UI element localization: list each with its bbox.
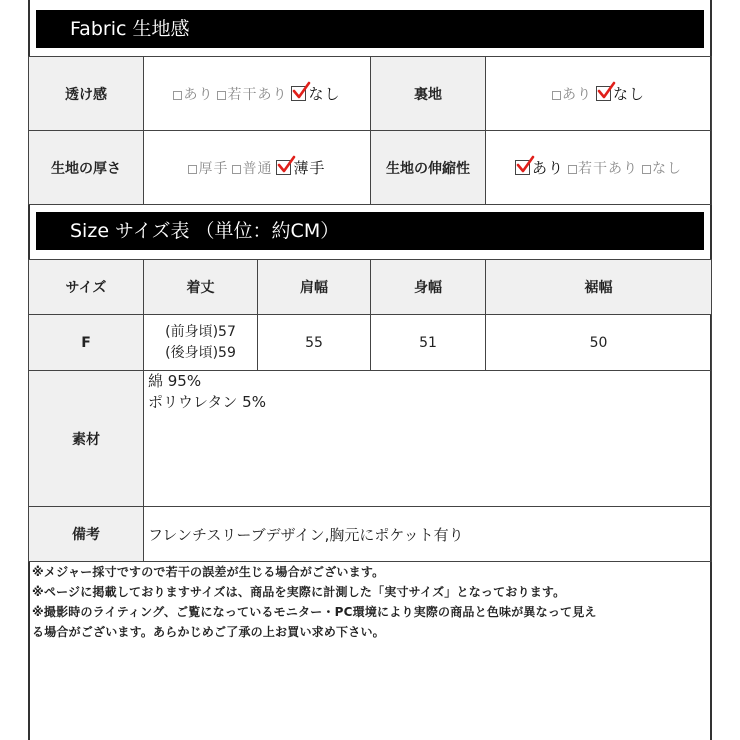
option-label: なし xyxy=(612,85,645,103)
option-label: なし xyxy=(308,85,341,103)
note-line: ※メジャー採寸ですので若干の誤差が生じる場合がございます。 xyxy=(32,565,385,579)
note-line: ※撮影時のライティング、ご覧になっているモニター・PC環境により実際の商品と色味が異なって見え xyxy=(32,605,597,619)
empty-checkbox-icon xyxy=(568,165,577,174)
note-line: ※ページに掲載しておりますサイズは、商品を実際に計測した「実寸サイズ」となっております。 xyxy=(32,585,566,599)
length-back-value: (後身頃)59 xyxy=(165,344,236,361)
sheer-label: 透け感 xyxy=(65,86,107,103)
option-label: あり xyxy=(531,159,564,177)
material-value-cell xyxy=(143,370,712,507)
sheer-label-cell xyxy=(28,56,144,131)
size-value-cell xyxy=(28,314,144,371)
size-value: F xyxy=(81,334,91,351)
material-line-2: ポリウレタン 5% xyxy=(148,393,266,411)
stretch-label-cell xyxy=(370,130,486,205)
body-value: 51 xyxy=(419,334,437,351)
hem-value-cell xyxy=(485,314,712,371)
body-col-header-text: 身幅 xyxy=(414,280,442,296)
thickness-option-0 xyxy=(188,158,228,178)
thickness-option-2 xyxy=(276,157,325,178)
thickness-label-cell xyxy=(28,130,144,205)
option-label: あり xyxy=(561,86,592,103)
option-label: 普通 xyxy=(242,160,273,177)
remarks-value-cell xyxy=(143,506,712,562)
remarks-label: 備考 xyxy=(72,527,100,543)
empty-checkbox-icon xyxy=(173,91,182,100)
sheer-option-0 xyxy=(173,84,213,104)
shoulder-value: 55 xyxy=(305,334,323,351)
remarks-label-cell xyxy=(28,506,144,562)
material-line-1: 綿 95% xyxy=(148,372,202,390)
option-label: 若干あり xyxy=(578,160,638,177)
sheer-options xyxy=(143,56,371,131)
size-section-title: Size サイズ表 （単位：約CM） xyxy=(70,220,340,242)
fabric-section-header xyxy=(36,10,704,48)
thickness-label: 生地の厚さ xyxy=(51,160,121,177)
length-col-header-text: 着丈 xyxy=(186,280,215,296)
hem-col-header-text: 裾幅 xyxy=(584,280,613,296)
body-value-cell xyxy=(370,314,486,371)
material-label-cell xyxy=(28,370,144,507)
checked-checkbox-icon xyxy=(291,86,306,101)
size-col-header-text: サイズ xyxy=(65,280,107,296)
lining-options xyxy=(485,56,712,131)
thickness-options xyxy=(143,130,371,205)
sheer-option-1 xyxy=(217,84,287,104)
length-value-cell xyxy=(143,314,258,371)
shoulder-col-header-text: 肩幅 xyxy=(300,280,328,296)
lining-label: 裏地 xyxy=(414,86,442,103)
option-label: 厚手 xyxy=(198,160,229,177)
sheer-option-2 xyxy=(291,83,340,104)
material-label: 素材 xyxy=(72,431,100,448)
lining-option-1 xyxy=(596,83,645,104)
lining-label-cell xyxy=(370,56,486,131)
stretch-option-0 xyxy=(515,157,564,178)
empty-checkbox-icon xyxy=(217,91,226,100)
size-section-header xyxy=(36,212,704,250)
hem-value: 50 xyxy=(589,334,608,351)
empty-checkbox-icon xyxy=(552,91,561,100)
stretch-label: 生地の伸縮性 xyxy=(386,160,470,177)
length-col-header xyxy=(143,259,258,315)
option-label: 薄手 xyxy=(293,159,326,177)
note-line: る場合がございます。あらかじめご了承の上お買い求め下さい。 xyxy=(32,625,385,639)
notes-block xyxy=(32,562,708,642)
size-col-header xyxy=(28,259,144,315)
body-col-header xyxy=(370,259,486,315)
empty-checkbox-icon xyxy=(188,165,197,174)
hem-col-header xyxy=(485,259,712,315)
thickness-option-1 xyxy=(232,158,272,178)
remarks-text: フレンチスリーブデザイン,胸元にポケット有り xyxy=(148,525,464,544)
checked-checkbox-icon xyxy=(515,160,530,175)
fabric-section-title: Fabric 生地感 xyxy=(70,18,190,40)
option-label: 若干あり xyxy=(227,86,288,103)
length-front-value: (前身頃)57 xyxy=(165,323,236,340)
stretch-option-2 xyxy=(642,158,682,178)
stretch-options xyxy=(485,130,712,205)
empty-checkbox-icon xyxy=(232,165,241,174)
shoulder-value-cell xyxy=(257,314,371,371)
lining-option-0 xyxy=(552,84,592,104)
shoulder-col-header xyxy=(257,259,371,315)
empty-checkbox-icon xyxy=(642,165,651,174)
stretch-option-1 xyxy=(568,158,638,178)
option-label: なし xyxy=(652,160,682,177)
checked-checkbox-icon xyxy=(596,86,611,101)
checked-checkbox-icon xyxy=(276,160,291,175)
option-label: あり xyxy=(183,86,214,103)
